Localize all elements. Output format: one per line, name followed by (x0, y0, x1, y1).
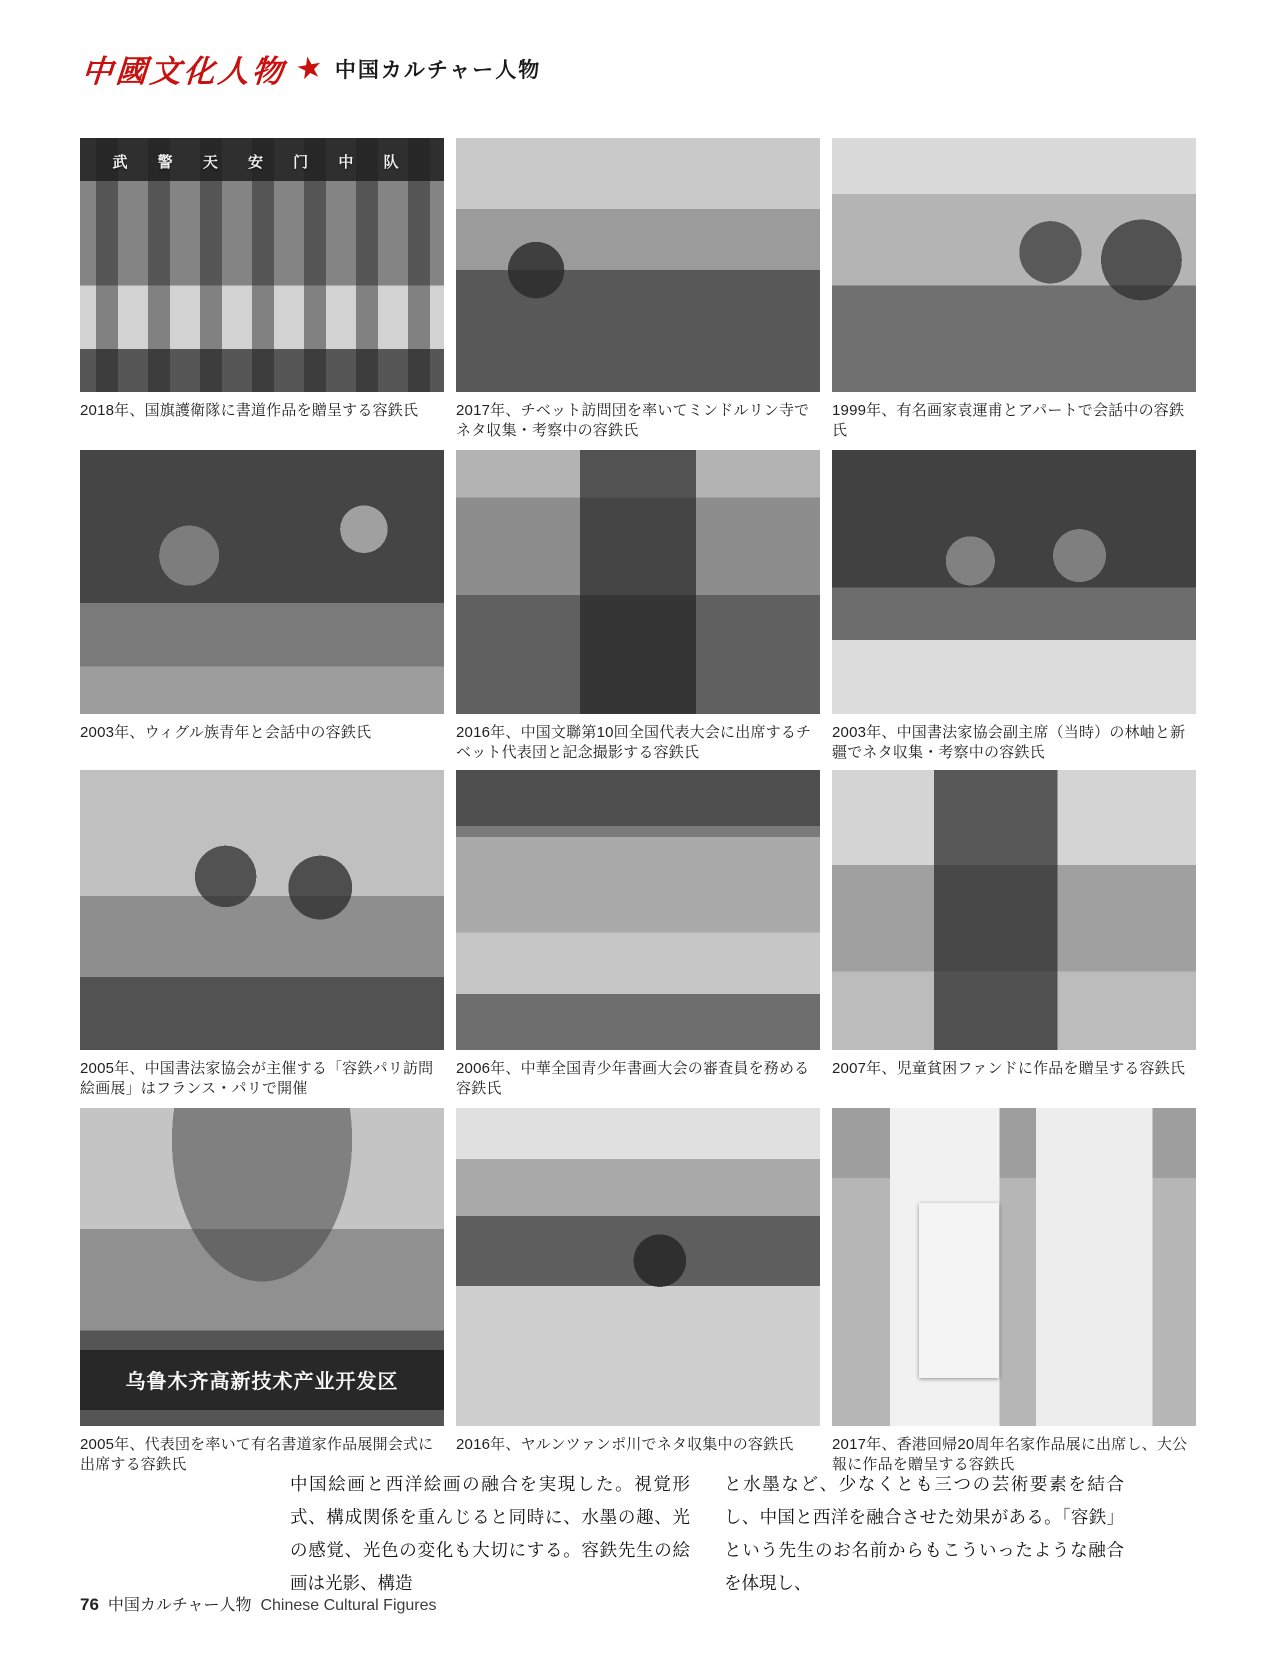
star-icon: ★ (293, 49, 326, 88)
page-footer (80, 1592, 437, 1615)
photo-caption: 2005年、代表団を率いて有名書道家作品展開会式に出席する容鉄氏 (80, 1436, 434, 1473)
magazine-logo: 中國文化人物 (80, 54, 288, 89)
photo-caption: 2017年、チベット訪問団を率いてミンドルリン寺でネタ収集・考察中の容鉄氏 (456, 402, 810, 439)
photo-cell (456, 770, 820, 1099)
footer-label-japanese: 中国カルチャー人物 (107, 1597, 252, 1614)
photo-caption: 2003年、ウィグル族青年と会話中の容鉄氏 (80, 724, 372, 741)
photo-caption: 2003年、中国書法家協会副主席（当時）の林岫と新疆でネタ収集・考察中の容鉄氏 (832, 724, 1186, 761)
photo-tibet-monastery-visit (456, 138, 820, 392)
photo-cell (456, 138, 820, 441)
photo-caption: 2017年、香港回帰20周年名家作品展に出席し、大公報に作品を贈呈する容鉄氏 (832, 1436, 1188, 1473)
photo-cell (80, 770, 444, 1099)
photo-caption: 2005年、中国書法家協会が主催する「容鉄パリ訪問絵画展」はフランス・パリで開催 (80, 1060, 434, 1097)
in-photo-banner-text: 武 警 天 安 门 中 队 (112, 153, 412, 171)
photo-caption: 2006年、中華全国青少年書画大会の審査員を務める容鉄氏 (456, 1060, 810, 1097)
photo-cell (456, 450, 820, 763)
photo-cell (80, 450, 444, 763)
photo-uyghur-youth-talk (80, 450, 444, 714)
photo-cell (832, 770, 1196, 1099)
photo-grid (80, 138, 1196, 1475)
photo-cell (832, 450, 1196, 763)
photo-xinjiang-research-linxiu (832, 450, 1196, 714)
photo-cell (456, 1108, 820, 1475)
photo-yarlung-tsangpo-river (456, 1108, 820, 1426)
photo-caption: 2016年、中国文聯第10回全国代表大会に出席するチベット代表団と記念撮影する容鉄氏 (456, 724, 812, 761)
photo-caption: 2016年、ヤルンツァンポ川でネタ収集中の容鉄氏 (456, 1436, 794, 1453)
photo-youth-art-contest-jury (456, 770, 820, 1050)
calligraphy-sheet (919, 1203, 999, 1378)
body-column-right: と水墨など、少なくとも三つの芸術要素を結合し、中国と西洋を融合させた効果がある。「容鉄」という先生のお名前からもこういったような融合を体現し、 (724, 1474, 1124, 1593)
photo-hongkong-anniversary-donation (832, 1108, 1196, 1426)
magazine-logo-japanese: 中国カルチャー人物 (334, 58, 542, 82)
photo-cell (80, 138, 444, 441)
body-column-left: 中国絵画と西洋絵画の融合を実現した。視覚形式、構成関係を重んじると同時に、水墨の趣、光の感覚、光色の変化も大切にする。容鉄先生の絵画は光影、構造 (290, 1474, 690, 1593)
photo-row-3 (80, 770, 1196, 1099)
in-photo-banner-text: 乌鲁木齐高新技术产业开发区 (80, 1350, 444, 1410)
article-body (290, 1468, 1124, 1600)
photo-congress-group-photo (456, 450, 820, 714)
photo-caption: 1999年、有名画家袁運甫とアパートで会話中の容鉄氏 (832, 402, 1185, 439)
photo-honor-guard-calligraphy (80, 138, 444, 392)
footer-label-english: Chinese Cultural Figures (260, 1597, 437, 1614)
photo-charity-artwork-donation (832, 770, 1196, 1050)
photo-cell (80, 1108, 444, 1475)
photo-row-4 (80, 1108, 1196, 1475)
photo-urumqi-exhibition-opening (80, 1108, 444, 1426)
photo-paris-exhibition-signing (80, 770, 444, 1050)
photo-cell (832, 138, 1196, 441)
photo-row-1 (80, 138, 1196, 441)
photo-painter-apartment-talk (832, 138, 1196, 392)
page-number: 76 (80, 1595, 99, 1614)
photo-caption: 2018年、国旗護衛隊に書道作品を贈呈する容鉄氏 (80, 402, 419, 419)
photo-cell (832, 1108, 1196, 1475)
photo-row-2 (80, 450, 1196, 763)
page-header (82, 46, 541, 91)
photo-caption: 2007年、児童貧困ファンドに作品を贈呈する容鉄氏 (832, 1060, 1186, 1077)
